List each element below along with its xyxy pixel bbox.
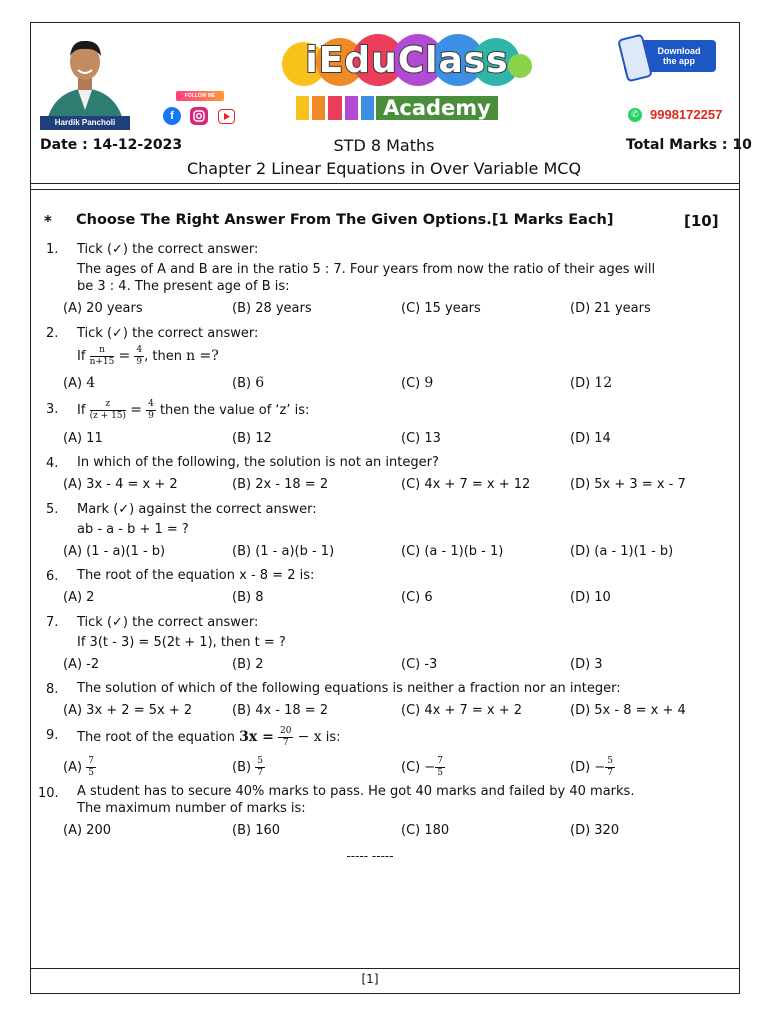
fraction-numerator: z [90,400,126,411]
option-a[interactable]: (A) 2 [63,590,95,605]
logo-text: iEduClass [305,40,509,81]
header-divider-bottom [30,189,740,190]
option-b[interactable]: (B) 12 [232,431,272,446]
ask-text: n =? [186,348,219,364]
question-instruction: Mark (✓) against the correct answer: [77,502,317,517]
fraction-denominator: n+15 [89,357,115,367]
question-instruction: Tick (✓) the correct answer: [77,326,259,341]
question-text: The maximum number of marks is: [77,801,306,816]
fraction-denominator: 9 [136,357,143,367]
fraction-denominator: 7 [282,738,289,748]
follow-me-badge: FOLLOW ME [176,91,224,101]
question-number: 7. [46,615,59,630]
equation-lhs: 3x = [239,729,274,745]
fraction [90,400,126,421]
question-number: 9. [46,728,59,743]
option-sign: − [594,760,606,775]
header-divider-top [30,183,740,184]
fraction [146,400,156,421]
option-c[interactable]: (C) -3 [401,657,438,672]
question-text: If 3(t - 3) = 5(2t + 1), then t = ? [77,635,286,650]
option-d[interactable] [570,375,612,391]
question-text: be 3 : 4. The present age of B is: [77,279,290,294]
whatsapp-icon: ✆ [628,108,642,122]
question-text [77,400,309,421]
option-d[interactable]: (D) 3 [570,657,603,672]
section-title: Choose The Right Answer From The Given Options.[1 Marks Each] [76,212,614,228]
option-value: 12 [594,375,613,391]
exam-date: Date : 14-12-2023 [40,137,183,153]
option-a[interactable]: (A) (1 - a)(1 - b) [63,544,166,559]
option-b[interactable]: (B) (1 - a)(b - 1) [232,544,335,559]
instagram-icon[interactable] [190,107,208,125]
fraction [435,757,445,778]
option-letter: (C) [401,760,421,775]
question-number: 10. [38,786,59,801]
question-text [77,727,341,748]
question-instruction: Tick (✓) the correct answer: [77,242,259,257]
page-number: [1] [361,972,379,986]
fraction-denominator: (z + 15) [89,411,127,421]
logo-stripes [296,96,374,120]
question-number: 1. [46,242,59,257]
fraction-numerator: 5 [257,756,263,766]
option-d[interactable]: (D) (a - 1)(1 - b) [570,544,674,559]
fraction-numerator: 5 [607,756,613,766]
equation-rest: − x [297,729,322,745]
option-b[interactable]: (B) 2 [232,657,264,672]
question-text: The root of the equation x - 8 = 2 is: [77,568,315,583]
option-a[interactable]: (A) 200 [63,823,111,838]
fraction-denominator: 9 [148,411,154,421]
end-marker: ----- ----- [346,849,394,863]
ieduclass-logo [282,34,532,126]
option-value: 6 [255,375,265,391]
section-marks: [10] [684,212,719,230]
option-value: 4 [86,375,96,391]
option-b[interactable] [232,757,265,778]
question-number: 8. [46,682,59,697]
question-prefix: The root of the equation [77,730,235,745]
question-text: The ages of A and B are in the ratio 5 : 7. Four years from now the ratio of their ages will [77,262,656,277]
download-label-1: Download [657,46,701,56]
fraction-denominator: 7 [257,768,263,778]
tail-text: then the value of ‘z’ is: [159,403,310,418]
option-c[interactable]: (C) 6 [401,590,433,605]
option-letter: (A) [63,376,83,391]
option-sign: − [424,760,436,775]
teacher-name: Hardik Pancholi [40,116,130,130]
logo-academy: Academy [376,96,498,120]
fraction [255,757,265,778]
question-text: A student has to secure 40% marks to pass. He got 40 marks and failed by 40 marks. [77,784,635,799]
equals-sign: = [130,402,142,418]
question-text [77,346,219,367]
question-text: ab - a - b + 1 = ? [77,522,189,537]
option-a[interactable]: (A) 3x + 2 = 5x + 2 [63,703,193,718]
option-c[interactable] [401,375,433,391]
equals-sign: = [118,348,131,364]
option-value: 9 [424,375,434,391]
section-bullet: * [44,212,52,230]
option-b[interactable]: (B) 2x - 18 = 2 [232,477,329,492]
option-d[interactable]: (D) 320 [570,823,620,838]
option-letter: (D) [570,760,591,775]
option-b[interactable]: (B) 8 [232,590,264,605]
question-text: The solution of which of the following equations is neither a fraction nor an integer: [77,681,621,696]
youtube-icon[interactable] [218,109,235,124]
option-c[interactable]: (C) 15 years [401,301,481,316]
option-d[interactable]: (D) 5x + 3 = x - 7 [570,477,686,492]
fraction-numerator: 4 [148,399,154,409]
option-a[interactable]: (A) 20 years [63,301,143,316]
option-c[interactable] [401,757,445,778]
fraction [605,757,615,778]
fraction [134,346,144,367]
option-letter: (A) [63,760,83,775]
if-text: If [77,349,86,364]
footer-divider [30,968,740,969]
option-a[interactable]: (A) 11 [63,431,103,446]
option-letter: (B) [232,760,252,775]
option-c[interactable]: (C) 180 [401,823,450,838]
fraction-numerator: 7 [88,756,94,766]
fraction-denominator: 5 [88,768,94,778]
question-number: 6. [46,569,59,584]
facebook-icon[interactable]: f [163,107,181,125]
option-d[interactable]: (D) 5x - 8 = x + 4 [570,703,686,718]
fraction [278,727,293,748]
option-c[interactable]: (C) 13 [401,431,441,446]
option-d[interactable]: (D) 21 years [570,301,651,316]
option-d[interactable]: (D) 14 [570,431,611,446]
question-instruction: Tick (✓) the correct answer: [77,615,259,630]
teacher-photo [40,30,130,130]
option-d[interactable] [570,757,615,778]
option-b[interactable]: (B) 160 [232,823,281,838]
chapter-title: Chapter 2 Linear Equations in Over Variable MCQ [186,159,582,178]
question-suffix: is: [325,730,341,745]
fraction [90,346,115,367]
option-c[interactable]: (C) 4x + 7 = x + 12 [401,477,531,492]
option-a[interactable] [63,375,95,391]
option-letter: (C) [401,376,421,391]
then-text: , then [144,349,182,364]
option-b[interactable]: (B) 28 years [232,301,312,316]
question-number: 2. [46,326,59,341]
option-letter: (B) [232,376,252,391]
fraction-numerator: 20 [279,726,292,736]
fraction-numerator: 4 [136,345,143,355]
total-marks: Total Marks : 10 [626,137,752,153]
fraction [86,757,96,778]
question-number: 5. [46,502,59,517]
option-b[interactable]: (B) 4x - 18 = 2 [232,703,329,718]
option-a[interactable] [63,757,96,778]
fraction-denominator: 7 [607,768,613,778]
option-c[interactable]: (C) 4x + 7 = x + 2 [401,703,523,718]
download-label-2: the app [662,56,695,66]
question-number: 4. [46,456,59,471]
option-a[interactable]: (A) 3x - 4 = x + 2 [63,477,178,492]
standard-subject: STD 8 Maths [333,136,435,155]
fraction-numerator: 7 [437,756,444,766]
if-text: If [77,403,86,418]
option-a[interactable]: (A) -2 [63,657,100,672]
phone-number: 9998172257 [650,107,723,122]
option-d[interactable]: (D) 10 [570,590,611,605]
option-c[interactable]: (C) (a - 1)(b - 1) [401,544,504,559]
option-letter: (D) [570,376,591,391]
question-text: In which of the following, the solution is not an integer? [77,455,439,470]
option-b[interactable] [232,375,264,391]
fraction-numerator: n [90,346,115,357]
fraction-denominator: 5 [437,768,444,778]
question-number: 3. [46,402,59,417]
